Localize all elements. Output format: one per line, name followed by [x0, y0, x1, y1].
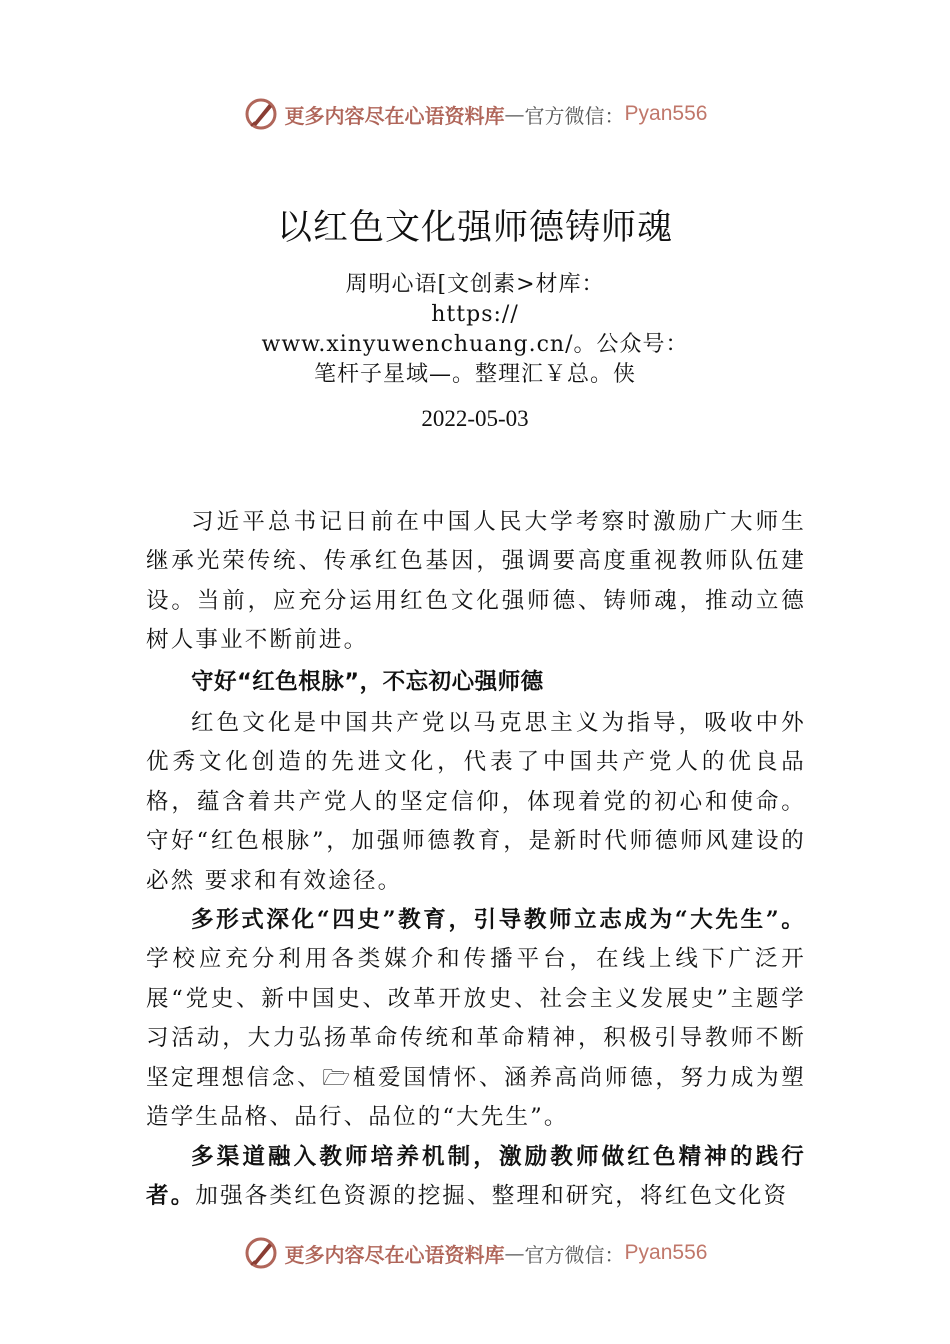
document-meta — [0, 270, 950, 390]
meta-line: 周明心语[文创素>材库： — [345, 272, 605, 297]
quill-logo-icon — [243, 96, 279, 132]
banner-sub-text: 官方微信： — [524, 1242, 625, 1267]
banner-code: Pyan556 — [624, 102, 708, 125]
banner-main-text: 更多内容尽在心语资料库 — [284, 1242, 505, 1267]
paragraph — [146, 901, 806, 1137]
footer-banner — [0, 1233, 950, 1273]
meta-line: 笔杆子星域—。整理汇￥总。侠 — [313, 362, 636, 387]
banner-main-text: 更多内容尽在心语资料库 — [284, 103, 505, 128]
section-heading: 守好“红色根脉”，不忘初心强师德 — [191, 668, 544, 695]
meta-line: www.xinyuwenchuang.cn/。公众号： — [261, 332, 689, 357]
document-body — [146, 503, 806, 1216]
banner-sub-text: 官方微信： — [524, 103, 625, 128]
banner-dash: — — [504, 102, 525, 126]
meta-line: https:// — [431, 302, 519, 327]
document-title: 以红色文化强师德铸师魂 — [276, 208, 673, 248]
banner-code: Pyan556 — [624, 1241, 708, 1264]
header-banner — [0, 94, 950, 134]
paragraph: 习近平总书记日前在中国人民大学考察时激励广大师生继承光荣传统、传承红色基因，强调要高度重视教师队伍建设。当前，应充分运用红色文化强师德、铸师魂，推动立德树人事业不断前进。 — [146, 509, 806, 654]
banner-dash: — — [504, 1241, 525, 1265]
paragraph — [146, 1138, 806, 1217]
paragraph-rest: 加强各类红色资源的挖掘、整理和研究，将红色文化资 — [195, 1182, 789, 1209]
paragraph-lead: 多渠道融入教师培养机制，激励教师做红色精神的践行者。 — [146, 1143, 806, 1209]
paragraph-rest: 学校应充分利用各类媒介和传播平台，在线上线下广泛开展“党史、新中国史、改革开放史、社会主义发展史”主题学习活动，大力弘扬革命传统和革命精神，积极引导教师不断坚定理想信念、🗁植爱国情怀、涵养高尚师德，努力成为塑造学生品格、品行、品位的“大先生”。 — [146, 946, 806, 1131]
quill-logo-icon — [243, 1235, 279, 1271]
document-date: 2022-05-03 — [421, 406, 529, 431]
paragraph-lead: 多形式深化“四史”教育，引导教师立志成为“大先生”。 — [191, 907, 806, 934]
paragraph: 红色文化是中国共产党以马克思主义为指导，吸收中外优秀文化创造的先进文化，代表了中国共产党人的优良品格，蕴含着共产党人的坚定信仰，体现着党的初心和使命。守好“红色根脉”，加强师德教育，是新时代师德师风建设的必然 要求和有效途径。 — [146, 710, 806, 894]
